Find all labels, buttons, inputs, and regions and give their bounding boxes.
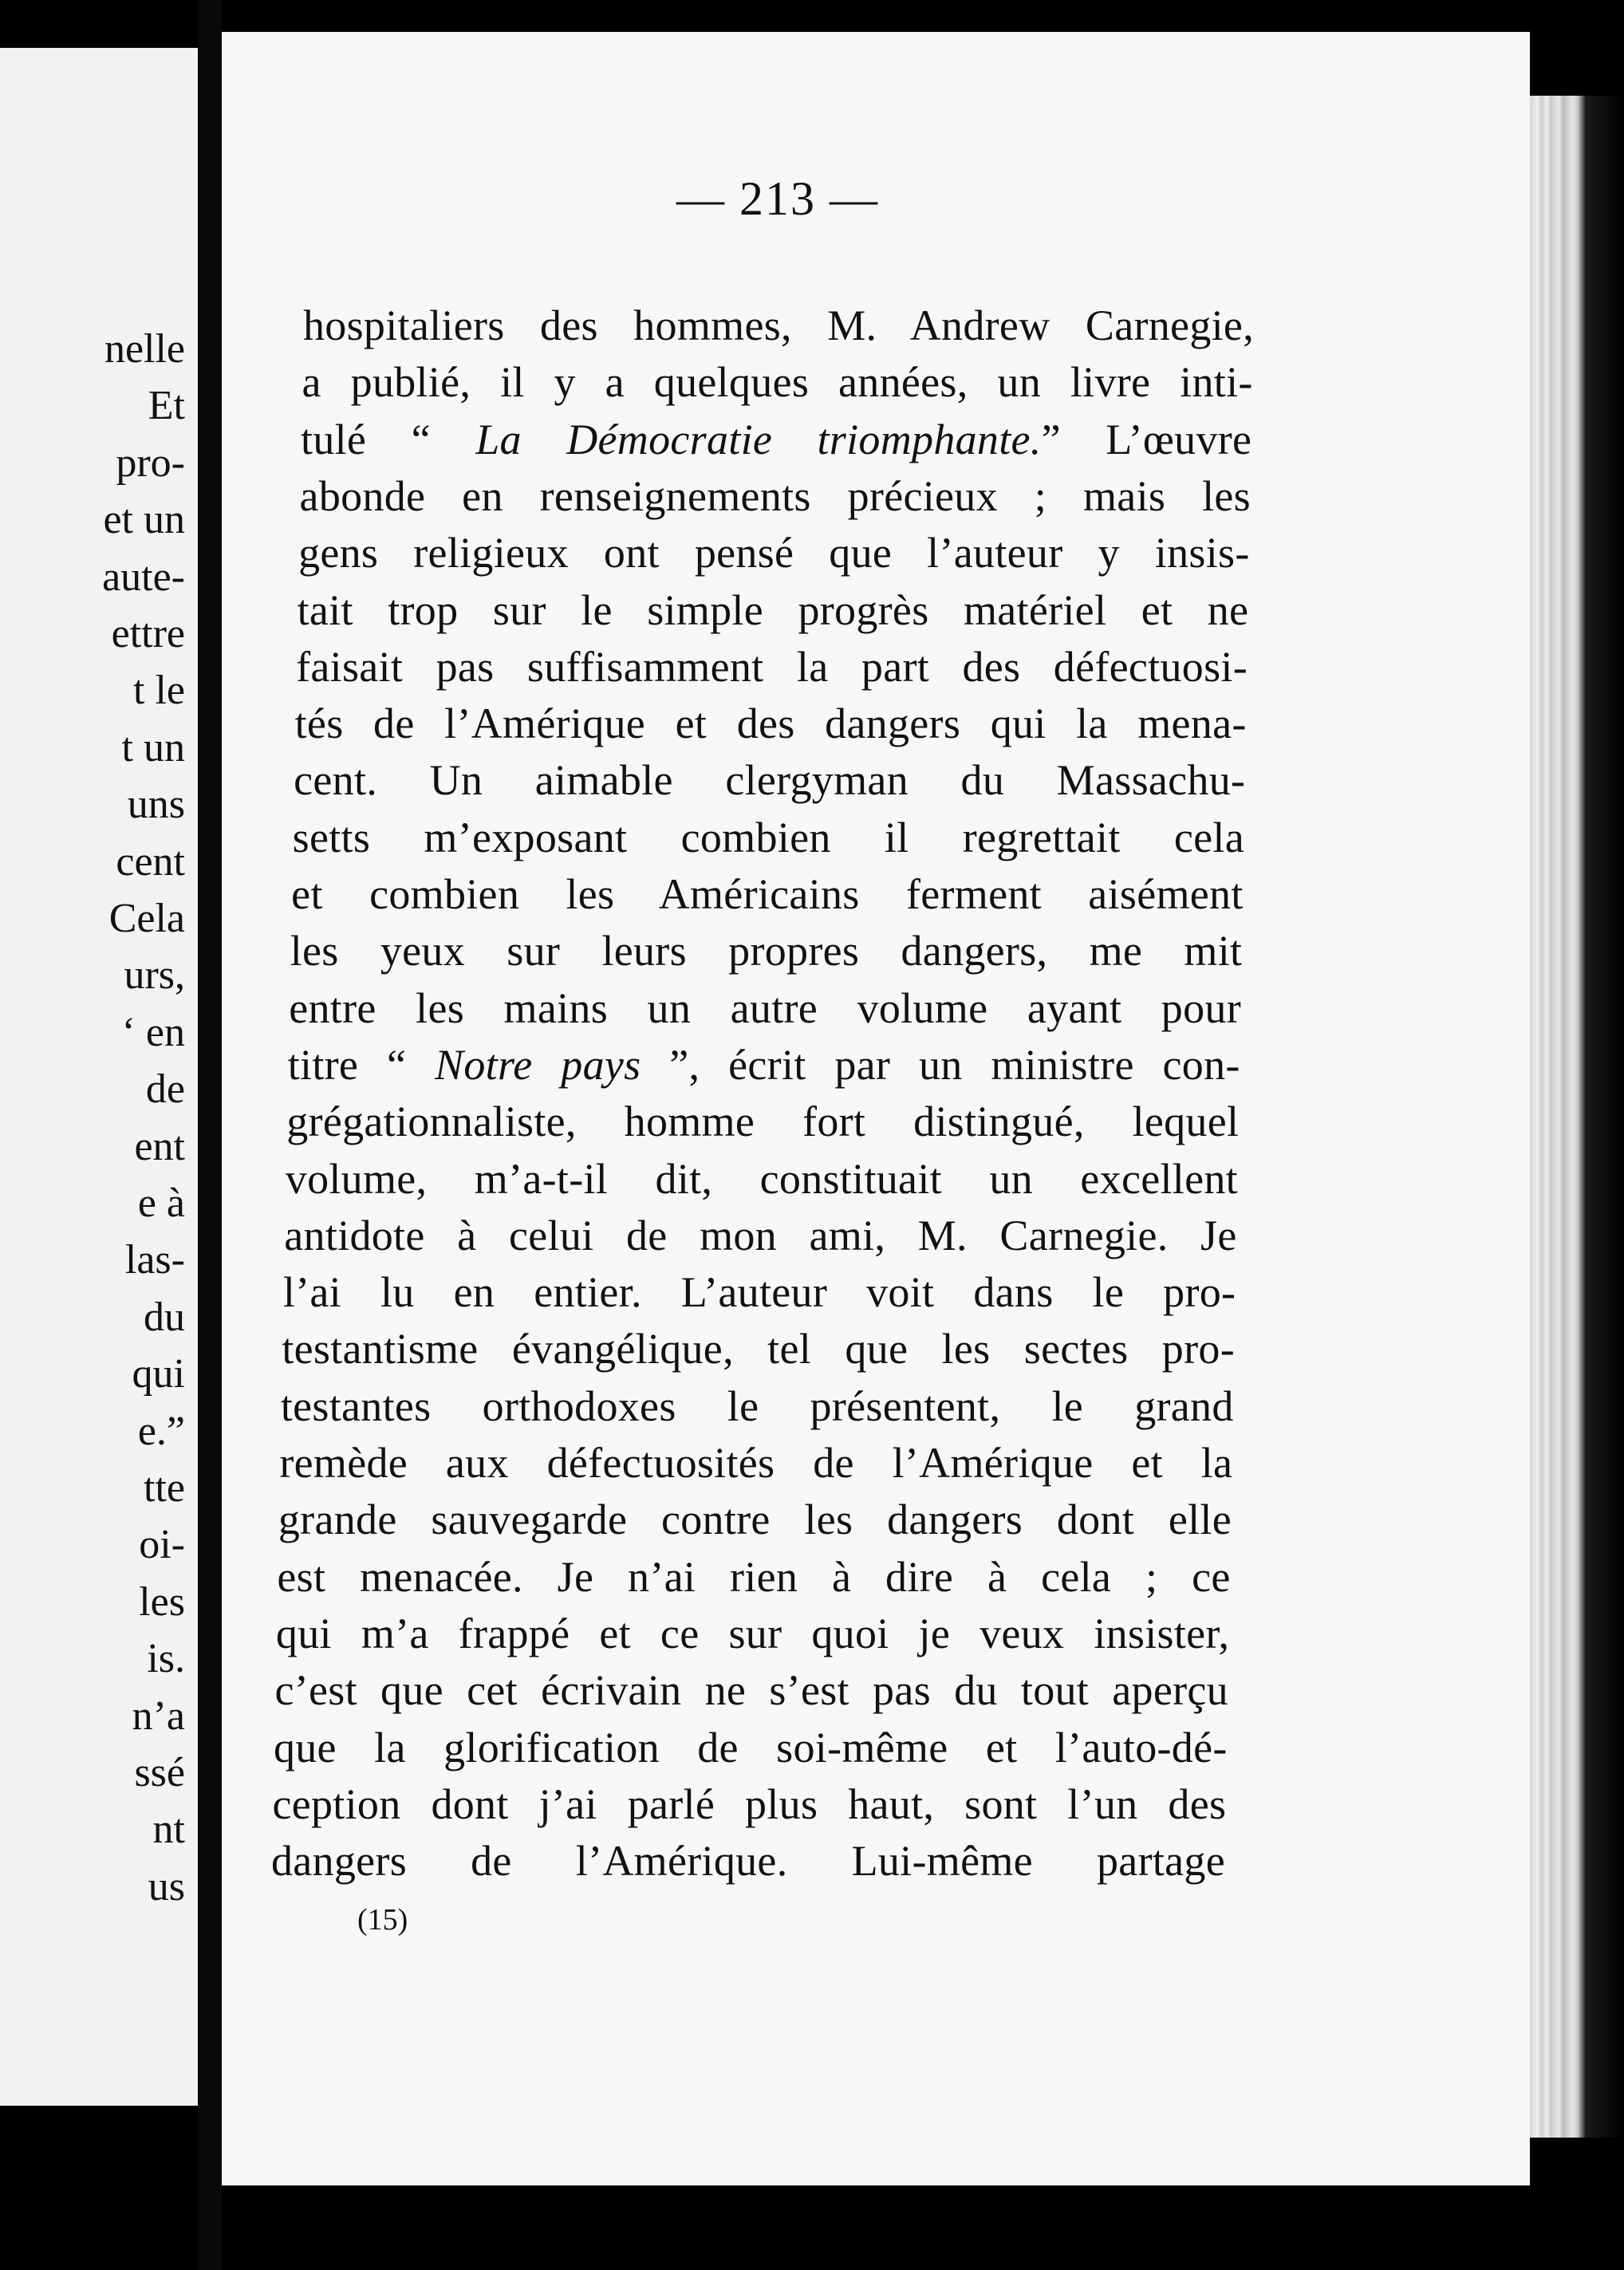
left-page-fragment: us xyxy=(148,1863,185,1909)
left-page-fragment: qui xyxy=(132,1351,185,1397)
text-line-segment: c’est que cet écrivain ne s’est pas du tout aperçu xyxy=(274,1666,1228,1715)
left-page-fragment: Cela xyxy=(108,896,185,941)
text-line xyxy=(284,1209,1236,1262)
left-page-fragment: ssé xyxy=(134,1750,185,1795)
text-line-segment: ”, écrit par un ministre con- xyxy=(641,1040,1240,1089)
text-line-segment: setts m’exposant combien il regrettait cela xyxy=(292,813,1244,861)
text-line-segment: a publié, il y a quelques années, un livre inti- xyxy=(302,358,1253,407)
text-line xyxy=(294,754,1245,806)
left-page-fragment: is. xyxy=(147,1636,185,1682)
left-page-fragment: nt xyxy=(152,1807,185,1853)
text-line-segment: dangers de l’Amérique. Lui-même partage xyxy=(271,1837,1225,1886)
text-line xyxy=(286,1095,1239,1148)
left-page-fragment: tte xyxy=(144,1465,185,1511)
text-line xyxy=(293,811,1244,864)
text-line xyxy=(283,1266,1236,1318)
text-line xyxy=(272,1778,1226,1831)
text-line xyxy=(274,1664,1228,1716)
text-line xyxy=(298,584,1249,636)
left-page-fragment: ettre xyxy=(111,611,185,656)
text-line xyxy=(277,1551,1230,1603)
text-line xyxy=(274,1721,1228,1774)
page-number: — 213 — xyxy=(676,172,879,225)
text-line-segment: est menacée. Je n’ai rien à dire à cela ; ce xyxy=(277,1552,1231,1601)
left-page-fragment: oi- xyxy=(139,1522,185,1568)
text-line xyxy=(295,697,1247,750)
left-page-fragment: de xyxy=(145,1066,185,1113)
text-line-segment: ception dont j’ai parlé plus haut, sont l’un des xyxy=(272,1779,1227,1828)
text-line xyxy=(282,1322,1235,1375)
text-line xyxy=(286,1153,1238,1205)
left-page-fragment: cent xyxy=(116,838,185,885)
text-line xyxy=(301,413,1252,466)
text-line-segment: testantisme évangélique, tel que les sectes pro- xyxy=(282,1325,1235,1373)
text-line-segment: titre “ xyxy=(287,1040,436,1089)
left-page-fragment: Et xyxy=(148,383,185,429)
text-line xyxy=(302,356,1253,408)
left-page-fragment: aute- xyxy=(102,554,185,600)
left-page-fragment: nelle xyxy=(104,326,185,372)
left-page-fragment: les xyxy=(139,1578,185,1625)
text-line-segment: volume, m’a-t-il dit, constituait un excellent xyxy=(285,1154,1238,1203)
left-page-fragment: t le xyxy=(133,668,185,714)
left-page-fragment: t un xyxy=(121,724,185,770)
text-line-segment: tulé “ xyxy=(301,415,476,463)
text-line xyxy=(279,1436,1232,1489)
left-page-fragment: uns xyxy=(127,782,185,828)
signature-mark: (15) xyxy=(357,1903,408,1937)
text-line-segment: tés de l’Amérique et des dangers qui la mena- xyxy=(294,700,1247,748)
text-line-segment: cent. Un aimable clergyman du Massachu- xyxy=(294,756,1246,805)
text-line xyxy=(281,1380,1234,1433)
left-page-fragment: pro- xyxy=(116,439,185,486)
text-line-segment: gens religieux ont pensé que l’auteur y insis- xyxy=(298,529,1250,577)
text-line-segment: remède aux défectuosités de l’Amérique et la xyxy=(279,1439,1233,1487)
text-line xyxy=(290,924,1243,977)
text-line-segment: grande sauvegarde contre les dangers dont elle xyxy=(278,1496,1232,1544)
left-page-fragment: ent xyxy=(134,1123,185,1169)
text-line-segment: testantes orthodoxes le présentent, le grand xyxy=(280,1381,1234,1430)
left-facing-page xyxy=(0,48,198,2106)
book-gutter xyxy=(198,0,222,2270)
text-line-segment: grégationnaliste, homme fort distingué, lequel xyxy=(286,1098,1240,1146)
text-line-segment: que la glorification de soi-même et l’auto-dé- xyxy=(273,1723,1228,1771)
left-page-fragment: e à xyxy=(137,1180,185,1226)
text-line-segment: faisait pas suffisamment la part des défectuosi- xyxy=(296,642,1248,691)
left-page-fragment: et un xyxy=(103,497,185,543)
left-page-fragment: n’a xyxy=(132,1693,185,1739)
text-line xyxy=(289,982,1241,1035)
text-line-segment: hospitaliers des hommes, M. Andrew Carnegie, xyxy=(303,301,1254,349)
left-page-fragment: ‘ en xyxy=(121,1009,185,1055)
text-line-segment: tait trop sur le simple progrès matériel et ne xyxy=(297,585,1249,634)
page-edges xyxy=(1530,96,1624,2138)
text-line xyxy=(303,299,1254,352)
text-line xyxy=(300,470,1251,522)
text-line-segment: et combien les Américains ferment aisément xyxy=(291,870,1244,918)
italic-title: Notre pays xyxy=(435,1040,641,1089)
text-line xyxy=(271,1835,1225,1887)
italic-title: La Démocratie triomphante. xyxy=(475,415,1042,463)
text-line xyxy=(288,1038,1240,1091)
text-line xyxy=(298,526,1250,579)
text-line-segment: ” L’œuvre xyxy=(1041,415,1252,463)
text-line xyxy=(278,1493,1232,1546)
text-line-segment: antidote à celui de mon ami, M. Carnegie. Je xyxy=(284,1211,1237,1259)
text-line xyxy=(296,640,1248,693)
left-page-fragment: e.” xyxy=(137,1408,185,1454)
left-page-fragment: du xyxy=(144,1294,185,1340)
text-line-segment: l’ai lu en entier. L’auteur voit dans le pro- xyxy=(282,1268,1236,1317)
text-line-segment: les yeux sur leurs propres dangers, me mit xyxy=(290,927,1243,975)
text-line xyxy=(276,1607,1229,1660)
left-page-fragment: las- xyxy=(124,1237,185,1283)
text-line-segment: entre les mains un autre volume ayant pour xyxy=(289,983,1241,1032)
text-line xyxy=(291,868,1243,920)
text-line-segment: abonde en renseignements précieux ; mais les xyxy=(299,471,1251,520)
text-line-segment: qui m’a frappé et ce sur quoi je veux insister, xyxy=(275,1609,1230,1657)
left-page-fragment: urs, xyxy=(124,952,185,999)
